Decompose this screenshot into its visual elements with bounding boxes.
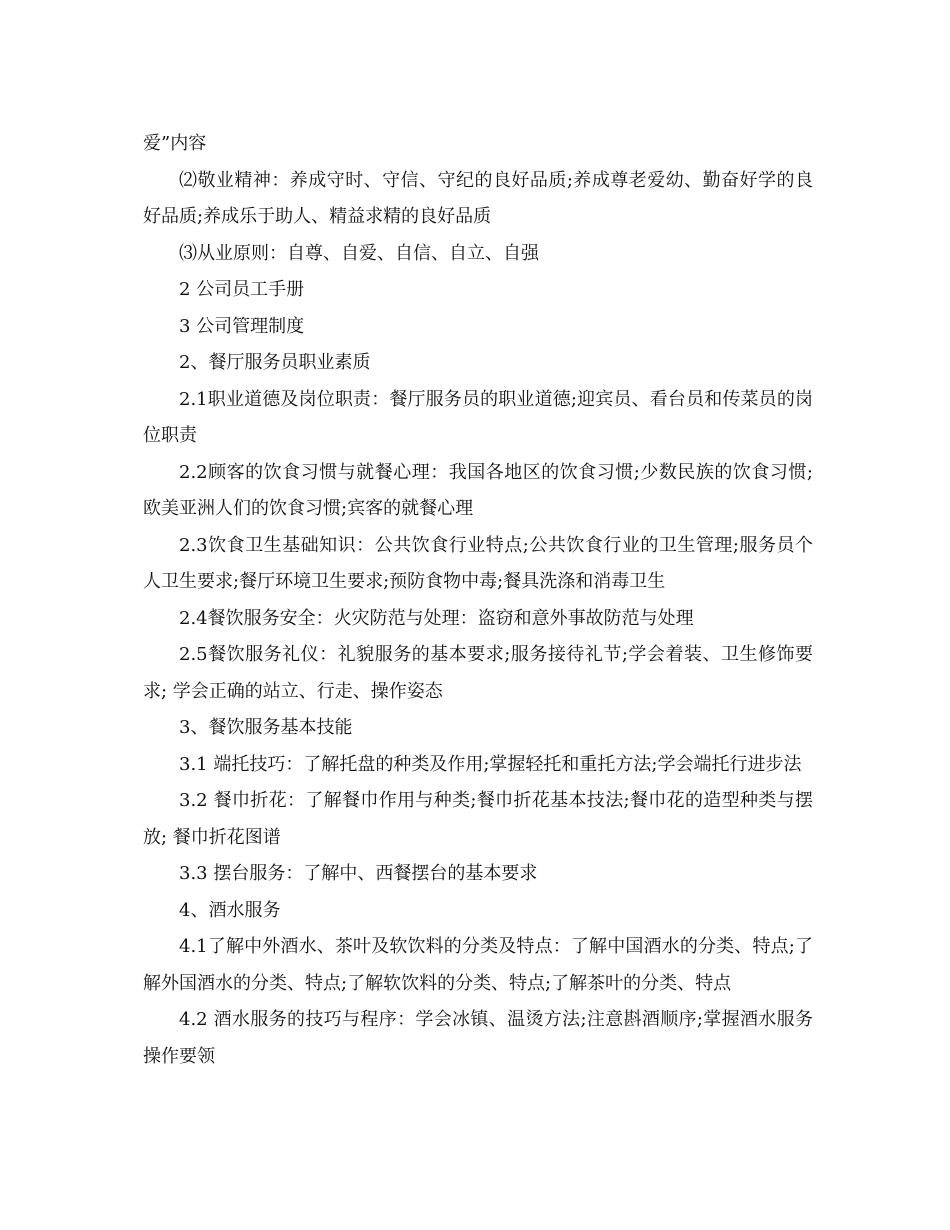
section-heading: 2、餐厅服务员职业素质 [179, 352, 371, 373]
paragraph: 3 公司管理制度 [179, 315, 305, 337]
paragraph: ⑵敬业精神：养成守时、守信、守纪的良好品质;养成尊老爱幼、勤奋好学的良好品质;养成乐于助人、精益求精的良好品质 [143, 169, 813, 227]
paragraph: 爱”内容 [143, 133, 207, 154]
paragraph: 2.5餐饮服务礼仪：礼貌服务的基本要求;服务接待礼节;学会着装、卫生修饰要求; 学会正确的站立、行走、操作姿态 [143, 644, 813, 702]
paragraph: 2 公司员工手册 [179, 279, 305, 300]
paragraph: 2.4餐饮服务安全：火灾防范与处理：盗窃和意外事故防范与处理 [179, 607, 694, 629]
paragraph: 4.2 酒水服务的技巧与程序：学会冰镇、温烫方法;注意斟酒顺序;掌握酒水服务操作要领 [143, 1009, 813, 1067]
paragraph: 3.3 摆台服务：了解中、西餐摆台的基本要求 [179, 863, 538, 884]
paragraph: 4.1了解中外酒水、茶叶及软饮料的分类及特点：了解中国酒水的分类、特点;了解外国酒水的分类、特点;了解软饮料的分类、特点;了解茶叶的分类、特点 [143, 936, 813, 994]
paragraph: 2.2顾客的饮食习惯与就餐心理：我国各地区的饮食习惯;少数民族的饮食习惯;欧美亚洲人们的饮食习惯;宾客的就餐心理 [143, 461, 813, 519]
document-body [143, 126, 813, 1075]
paragraph: 2.3饮食卫生基础知识：公共饮食行业特点;公共饮食行业的卫生管理;服务员个人卫生要求;餐厅环境卫生要求;预防食物中毒;餐具洗涤和消毒卫生 [143, 534, 813, 592]
paragraph: 2.1职业道德及岗位职责：餐厅服务员的职业道德;迎宾员、看台员和传菜员的岗位职责 [143, 388, 813, 446]
section-heading: 4、酒水服务 [179, 899, 281, 921]
paragraph: 3.2 餐巾折花：了解餐巾作用与种类;餐巾折花基本技法;餐巾花的造型种类与摆放; 餐巾折花图谱 [143, 790, 813, 848]
section-heading: 3、餐饮服务基本技能 [179, 717, 353, 738]
paragraph: ⑶从业原则：自尊、自爱、自信、自立、自强 [179, 242, 539, 264]
paragraph: 3.1 端托技巧：了解托盘的种类及作用;掌握轻托和重托方法;学会端托行进步法 [179, 753, 802, 775]
